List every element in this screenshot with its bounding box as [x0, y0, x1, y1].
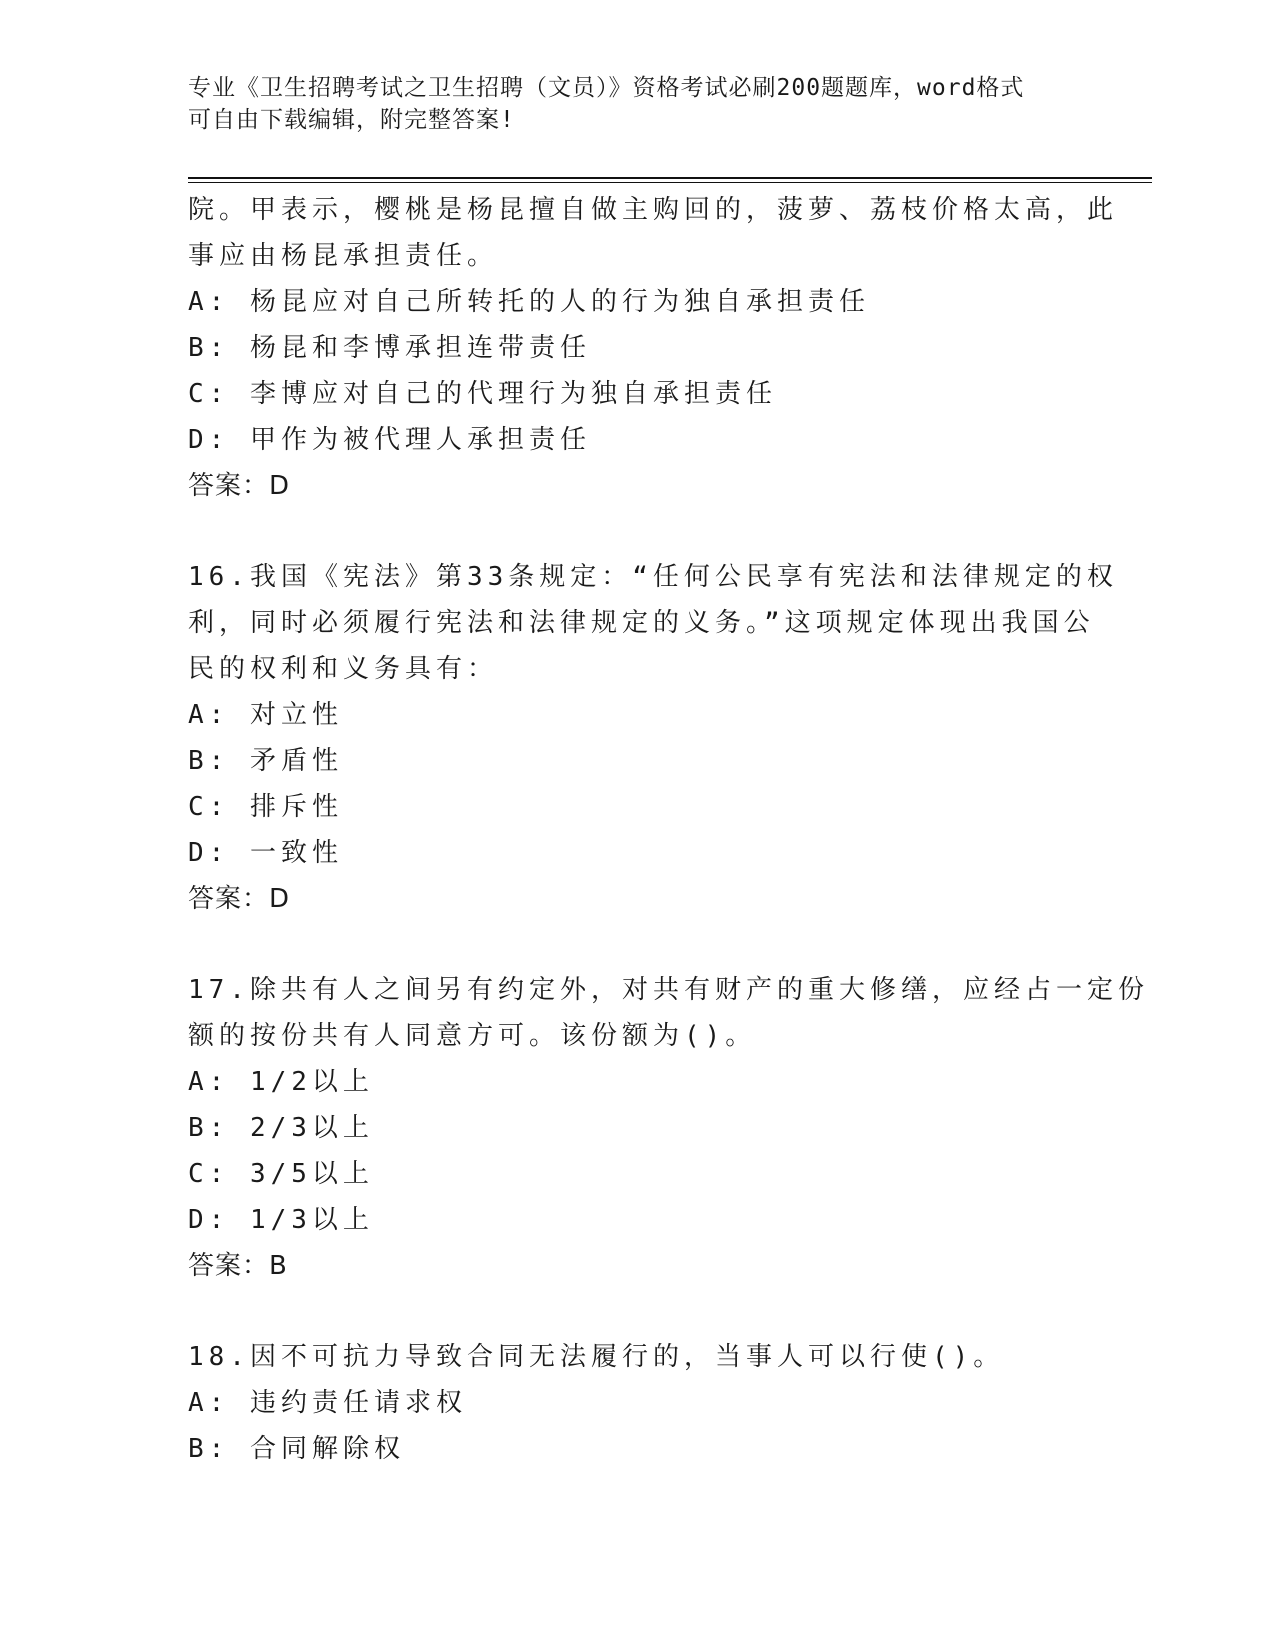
- question-15-continuation: [188, 187, 1119, 509]
- question-spacer: [188, 1289, 1088, 1334]
- question-17: [188, 967, 1149, 1289]
- question-text-line: 民的权利和义务具有：: [188, 654, 499, 684]
- option-b: B: 合同解除权: [188, 1434, 405, 1464]
- question-content: [188, 187, 1149, 1472]
- question-18: [188, 1334, 1088, 1472]
- question-text-line: 利，同时必须履行宪法和法律规定的义务。”这项规定体现出我国公: [188, 608, 1095, 638]
- question-text-line: 17.除共有人之间另有约定外，对共有财产的重大修缮，应经占一定份: [188, 975, 1149, 1005]
- option-b: B: 矛盾性: [188, 746, 343, 776]
- option-a: A: 杨昆应对自己所转托的人的行为独自承担责任: [188, 287, 870, 317]
- header-title-line-2: 可自由下载编辑，附完整答案!: [188, 107, 515, 133]
- option-c: C: 排斥性: [188, 792, 343, 822]
- question-text-line: 院。甲表示，樱桃是杨昆擅自做主购回的，菠萝、荔枝价格太高，此: [188, 195, 1119, 225]
- answer-line: 答案：D: [188, 471, 291, 501]
- answer-line: 答案：B: [188, 1251, 288, 1281]
- option-a: A: 违约责任请求权: [188, 1388, 467, 1418]
- option-c: C: 李博应对自己的代理行为独自承担责任: [188, 379, 777, 409]
- question-spacer: [188, 922, 1088, 967]
- option-d: D: 一致性: [188, 838, 343, 868]
- question-spacer: [188, 509, 1088, 554]
- question-text-line: 16.我国《宪法》第33条规定：“任何公民享有宪法和法律规定的权: [188, 562, 1118, 592]
- document-header: [188, 72, 1088, 136]
- question-16: [188, 554, 1118, 922]
- header-title-line-1: 专业《卫生招聘考试之卫生招聘（文员）》资格考试必刷200题题库，word格式: [188, 75, 1025, 101]
- option-b: B: 2/3以上: [188, 1113, 374, 1143]
- option-d: D: 甲作为被代理人承担责任: [188, 425, 591, 455]
- question-text-line: 18.因不可抗力导致合同无法履行的，当事人可以行使()。: [188, 1342, 1005, 1372]
- header-divider-thick: [188, 177, 1152, 179]
- question-text-line: 事应由杨昆承担责任。: [188, 241, 499, 271]
- option-c: C: 3/5以上: [188, 1159, 374, 1189]
- option-a: A: 对立性: [188, 700, 343, 730]
- option-d: D: 1/3以上: [188, 1205, 374, 1235]
- option-b: B: 杨昆和李博承担连带责任: [188, 333, 591, 363]
- question-text-line: 额的按份共有人同意方可。该份额为()。: [188, 1021, 757, 1051]
- answer-line: 答案：D: [188, 884, 291, 914]
- header-divider-thin: [188, 182, 1152, 183]
- option-a: A: 1/2以上: [188, 1067, 374, 1097]
